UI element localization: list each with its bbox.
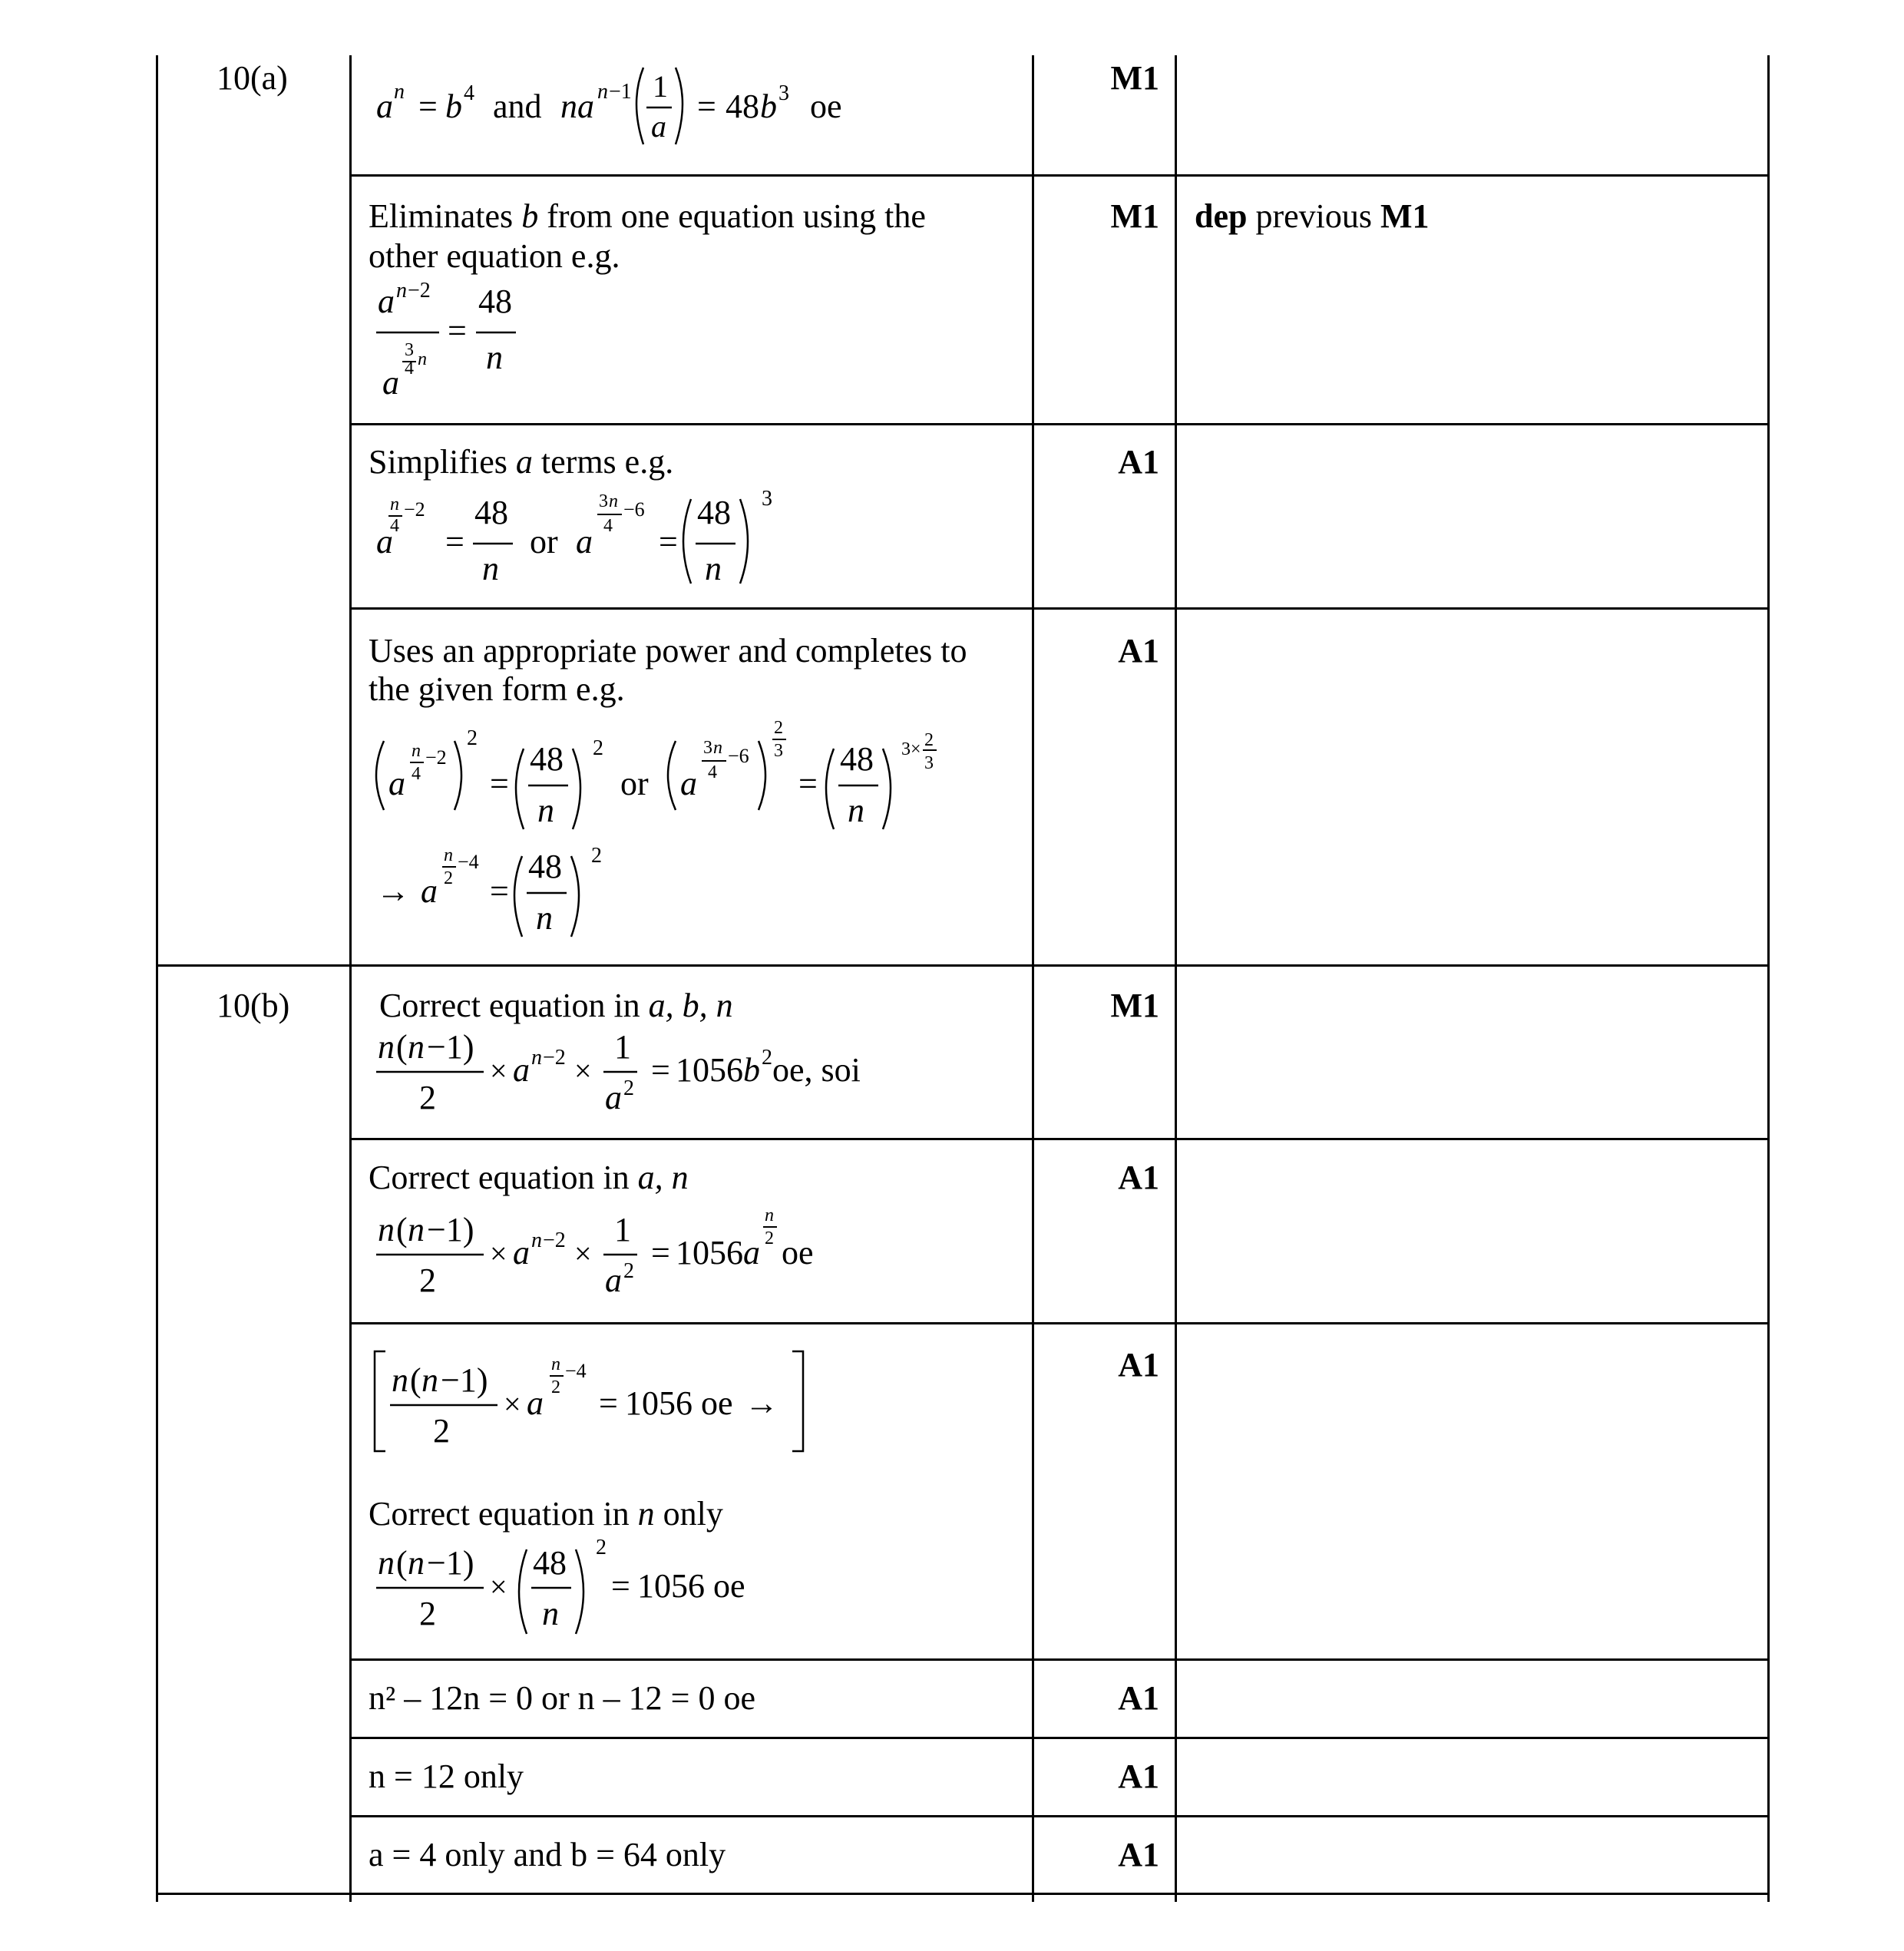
svg-text:n: n [378,1028,395,1066]
answer-text: other equation e.g. [369,237,620,275]
row-divider [349,607,1770,610]
svg-text:a: a [388,765,405,802]
answer-text: Simplifies a terms e.g. [369,443,674,481]
svg-text:(: ( [396,1544,408,1582]
svg-text:−6: −6 [623,498,645,521]
svg-text:48: 48 [533,1544,567,1582]
svg-text:2: 2 [433,1412,450,1450]
svg-text:−1): −1) [441,1361,488,1399]
mark: A1 [1118,443,1159,481]
svg-text:−2: −2 [425,746,447,769]
svg-text:×: × [490,1236,507,1271]
svg-text:n: n [444,845,453,865]
svg-text:=: = [611,1567,630,1605]
svg-text:a: a [605,1079,622,1116]
svg-text:or: or [530,523,558,560]
svg-text:n: n [394,80,405,104]
svg-text:a: a [376,523,393,560]
svg-text:=: = [659,523,678,560]
svg-text:48: 48 [726,88,759,125]
svg-text:×: × [504,1387,521,1421]
svg-text:n: n [408,1544,425,1582]
svg-text:−2: −2 [408,279,431,303]
svg-text:b: b [743,1051,760,1089]
svg-text:−4: −4 [565,1360,587,1382]
svg-text:×: × [490,1569,507,1604]
svg-text:4: 4 [412,764,421,784]
svg-text:a: a [527,1384,544,1422]
svg-text:(: ( [410,1361,421,1399]
mark: A1 [1118,632,1159,670]
svg-text:2: 2 [591,844,602,868]
answer-text: a = 4 only and b = 64 only [369,1836,726,1873]
answer-text: n² – 12n = 0 or n – 12 = 0 oe [369,1679,756,1717]
svg-text:b: b [760,88,777,125]
svg-text:×: × [490,1053,507,1088]
svg-text:(: ( [396,1211,408,1248]
svg-text:2: 2 [444,868,453,888]
mark: A1 [1118,1159,1159,1196]
svg-text:n: n [531,1046,542,1070]
svg-text:2: 2 [765,1228,774,1248]
svg-text:3: 3 [405,340,414,360]
svg-text:n: n [396,279,407,303]
svg-text:n: n [378,1211,395,1248]
svg-text:2: 2 [551,1377,560,1397]
svg-text:na: na [560,88,594,125]
svg-text:n: n [536,899,553,937]
answer-text: Uses an appropriate power and completes to [369,632,967,670]
table-divider-marks [1032,55,1034,1902]
svg-text:=: = [418,88,438,125]
svg-text:(: ( [396,1028,408,1066]
svg-text:−2: −2 [543,1046,566,1070]
svg-text:−1): −1) [427,1211,474,1248]
svg-text:n: n [408,1028,425,1066]
svg-text:=: = [490,765,509,802]
svg-text:n: n [848,792,864,829]
guidance-comment: dep previous M1 [1195,197,1430,235]
svg-text:48: 48 [840,740,874,778]
answer-text: Correct equation in a, n [369,1159,689,1196]
mark: M1 [1110,59,1159,97]
svg-text:×: × [574,1053,592,1088]
svg-text:4: 4 [405,359,414,379]
question-divider [156,964,1770,967]
table-divider-answer [349,55,352,1902]
answer-math-b3-bracketed [369,1344,829,1467]
svg-text:=: = [651,1234,670,1271]
svg-text:−1: −1 [609,80,632,104]
svg-text:n: n [542,1595,559,1632]
svg-text:n: n [705,550,722,587]
row-divider [349,1322,1770,1324]
svg-text:a: a [651,109,666,144]
svg-text:and: and [493,88,542,125]
question-label-10a: 10(a) [217,59,288,97]
svg-text:a: a [605,1262,622,1299]
svg-text:4: 4 [390,516,399,536]
row-divider [349,1815,1770,1817]
svg-text:a: a [576,523,593,560]
svg-text:2: 2 [419,1595,436,1632]
svg-text:4: 4 [464,81,474,105]
svg-text:2: 2 [924,730,934,750]
row-divider [349,1658,1770,1661]
svg-text:−1): −1) [427,1544,474,1582]
svg-text:3: 3 [762,487,772,511]
svg-text:n: n [390,494,399,514]
svg-text:3: 3 [778,81,789,105]
svg-text:−2: −2 [404,498,425,521]
answer-math-b2 [369,1198,983,1313]
answer-text: Eliminates b from one equation using the [369,197,926,235]
svg-text:a: a [513,1234,530,1271]
answer-text: Correct equation in n only [369,1495,723,1533]
table-divider-guidance [1175,55,1177,1902]
svg-text:2: 2 [623,1259,634,1283]
svg-text:−6: −6 [728,745,749,767]
svg-text:1056 oe: 1056 oe [625,1384,733,1422]
svg-text:a: a [378,283,395,320]
row-divider [349,423,1770,425]
svg-text:n: n [609,491,618,511]
svg-text:oe: oe [782,1234,814,1271]
svg-text:oe, soi: oe, soi [772,1051,861,1089]
svg-text:2: 2 [593,736,603,760]
svg-text:=: = [445,523,464,560]
svg-text:2: 2 [419,1262,436,1299]
svg-text:→: → [745,1384,778,1422]
svg-text:1: 1 [614,1211,631,1248]
svg-text:−1): −1) [427,1028,474,1066]
svg-text:48: 48 [530,740,564,778]
svg-text:48: 48 [478,283,512,320]
svg-text:=: = [448,312,467,349]
svg-text:=: = [798,765,818,802]
svg-text:n: n [408,1211,425,1248]
svg-text:=: = [490,872,509,910]
svg-text:n: n [537,792,554,829]
svg-text:n: n [378,1544,395,1582]
svg-text:a: a [513,1051,530,1089]
svg-text:n: n [412,741,421,761]
svg-text:a: a [382,364,399,402]
svg-text:−2: −2 [543,1228,566,1252]
svg-text:a: a [743,1234,760,1271]
svg-text:48: 48 [697,494,731,531]
mark: A1 [1118,1758,1159,1795]
row-divider [349,174,1770,177]
mark: A1 [1118,1679,1159,1717]
svg-text:n: n [531,1228,542,1252]
table-border-left [156,55,158,1902]
svg-text:or: or [620,765,649,802]
row-divider [349,1737,1770,1739]
svg-text:2: 2 [419,1079,436,1116]
svg-text:1056: 1056 [676,1234,743,1271]
svg-text:a: a [421,872,438,910]
svg-text:n: n [597,80,608,104]
question-label-10b: 10(b) [217,987,290,1024]
answer-text: Correct equation in a, b, n [379,987,733,1024]
svg-text:4: 4 [603,516,613,536]
svg-text:n: n [765,1205,774,1225]
svg-text:48: 48 [474,494,508,531]
svg-text:n: n [418,349,427,369]
mark: A1 [1118,1836,1159,1873]
svg-text:3: 3 [599,491,608,511]
answer-text: n = 12 only [369,1758,524,1795]
svg-text:n: n [486,339,503,376]
svg-text:−4: −4 [458,851,479,873]
svg-text:→: → [376,872,410,910]
mark: M1 [1110,197,1159,235]
svg-text:×: × [574,1236,592,1271]
svg-text:4: 4 [708,762,717,782]
svg-text:n: n [421,1361,438,1399]
svg-text:2: 2 [774,718,783,738]
answer-math-row3 [369,484,829,599]
svg-text:a: a [680,765,697,802]
answer-math-row4 [369,710,983,941]
answer-math-row2 [369,280,599,411]
svg-text:n: n [551,1354,560,1374]
mark: A1 [1118,1346,1159,1384]
svg-text:2: 2 [596,1536,607,1559]
svg-text:2: 2 [467,726,478,750]
row-divider [349,1138,1770,1140]
answer-math-b1 [369,1026,983,1133]
svg-text:3: 3 [774,741,783,761]
table-border-bottom [156,1893,1770,1895]
mark: M1 [1110,987,1159,1024]
svg-text:3×: 3× [901,739,921,759]
svg-text:2: 2 [623,1076,634,1100]
svg-text:=: = [697,88,716,125]
svg-text:3: 3 [703,738,712,758]
answer-math-b3 [369,1534,829,1649]
svg-text:a: a [376,88,393,125]
svg-text:n: n [392,1361,408,1399]
svg-text:1056: 1056 [676,1051,743,1089]
svg-text:n: n [713,738,722,758]
answer-text: the given form e.g. [369,670,625,708]
svg-text:1: 1 [614,1028,631,1066]
svg-text:3: 3 [924,753,934,773]
svg-text:1056 oe: 1056 oe [637,1567,745,1605]
svg-text:1: 1 [653,69,668,104]
svg-text:b: b [445,88,462,125]
svg-text:=: = [599,1384,618,1422]
svg-text:2: 2 [762,1046,772,1070]
svg-text:n: n [482,550,499,587]
svg-text:oe: oe [810,88,842,125]
table-border-right [1767,55,1770,1902]
answer-math-row1 [369,60,906,160]
svg-text:48: 48 [528,848,562,885]
svg-text:=: = [651,1051,670,1089]
